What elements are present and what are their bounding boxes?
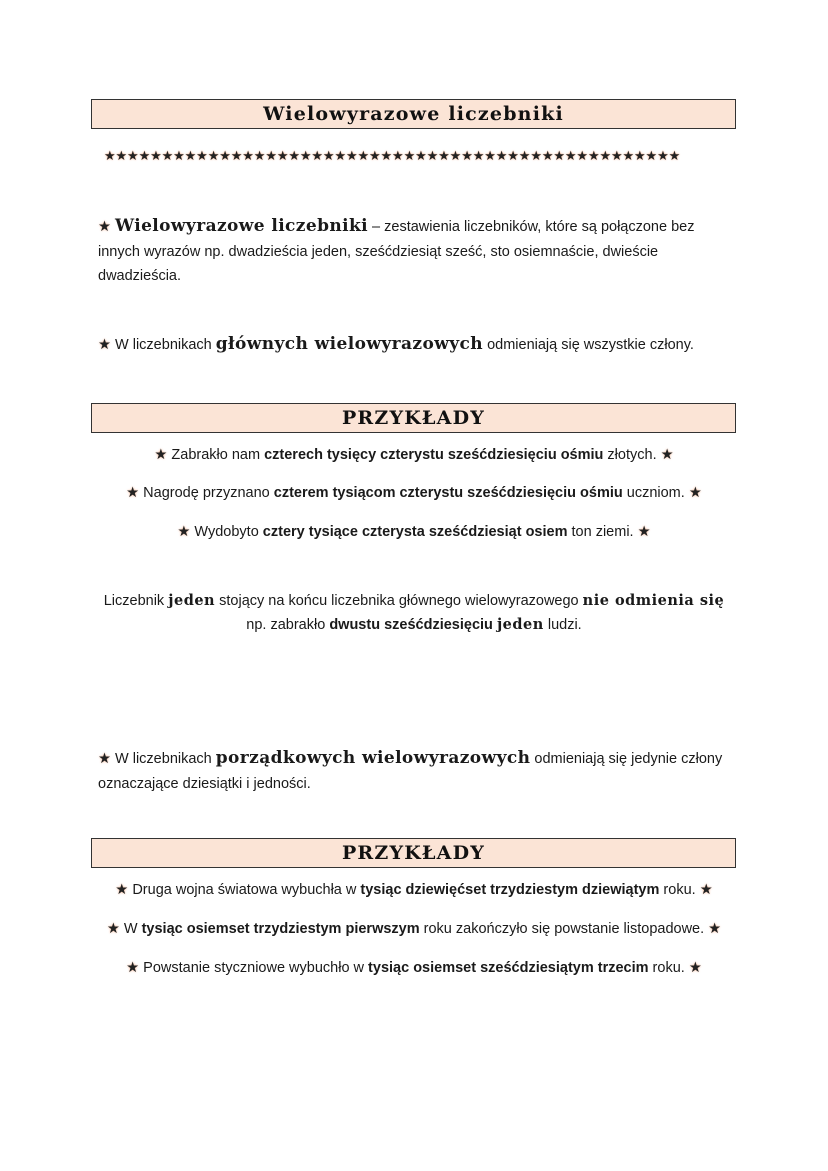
note-emphasis: jeden bbox=[496, 616, 544, 633]
example-1-1 bbox=[60, 444, 768, 466]
ordinal-rule-after: odmieniają się jedynie człony oznaczające dziesiątki i jedności. bbox=[98, 751, 723, 792]
main-rule-before: W liczebnikach bbox=[111, 337, 216, 353]
definition-paragraph bbox=[98, 214, 738, 289]
example-bold: tysiąc osiemset trzydziestym pierwszym bbox=[141, 921, 420, 937]
example-1-3 bbox=[60, 521, 768, 543]
star-icon: ★ bbox=[115, 882, 129, 898]
star-icon: ★ bbox=[660, 447, 674, 463]
main-rule-highlight: głównych wielowyrazowych bbox=[215, 334, 484, 354]
example-text: Zabrakło nam bbox=[167, 447, 265, 463]
note-emphasis: nie odmienia się bbox=[582, 592, 725, 609]
example-text: uczniom. bbox=[622, 485, 689, 501]
star-icon: ★ bbox=[688, 485, 702, 501]
example-text: roku. bbox=[659, 882, 700, 898]
example-text: roku. bbox=[648, 960, 689, 976]
definition-term: Wielowyrazowe liczebniki bbox=[115, 216, 369, 236]
star-icon: ★ bbox=[126, 485, 140, 501]
definition-text: – zestawienia liczebników, które są połączone bez innych wyrazów np. dwadzieścia jeden, sześćdziesiąt sześć, sto osiemnaście, dwieście dwadzieścia. bbox=[98, 219, 695, 284]
example-text: W bbox=[119, 921, 142, 937]
star-icon: ★ bbox=[126, 960, 140, 976]
ordinal-rule-paragraph bbox=[98, 746, 738, 796]
note-bold: dwustu sześćdziesięciu bbox=[329, 617, 493, 633]
page-title: Wielowyrazowe liczebniki bbox=[91, 99, 736, 129]
note-emphasis: jeden bbox=[168, 592, 216, 609]
example-text: roku zakończyło się powstanie listopadowe. bbox=[419, 921, 709, 937]
example-text: Druga wojna światowa wybuchła w bbox=[128, 882, 361, 898]
star-icon: ★ bbox=[106, 921, 120, 937]
example-1-2 bbox=[60, 482, 768, 504]
star-icon: ★ bbox=[177, 524, 191, 540]
example-bold: czterem tysiącom czterystu sześćdziesięciu ośmiu bbox=[273, 485, 623, 501]
star-icon: ★ bbox=[637, 524, 651, 540]
example-text: Wydobyto bbox=[190, 524, 263, 540]
note-text: np. zabrakło bbox=[246, 617, 330, 633]
note-text: ludzi. bbox=[543, 617, 582, 633]
star-icon: ★ bbox=[708, 921, 722, 937]
star-icon: ★ bbox=[98, 751, 111, 767]
example-2-2 bbox=[60, 918, 768, 940]
ordinal-rule-highlight: porządkowych wielowyrazowych bbox=[215, 748, 531, 768]
example-bold: tysiąc dziewięćset trzydziestym dziewiątym bbox=[360, 882, 660, 898]
example-text: Nagrodę przyznano bbox=[139, 485, 274, 501]
main-rule-paragraph bbox=[98, 332, 738, 358]
jeden-note bbox=[100, 589, 728, 637]
examples-heading-1: PRZYKŁADY bbox=[91, 403, 736, 433]
example-bold: tysiąc osiemset sześćdziesiątym trzecim bbox=[368, 960, 649, 976]
star-icon: ★ bbox=[688, 960, 702, 976]
star-divider: ★★★★★★★★★★★★★★★★★★★★★★★★★★★★★★★★★★★★★★★★★★★★★★★★★★ bbox=[104, 148, 681, 163]
star-icon: ★ bbox=[699, 882, 713, 898]
example-text: Powstanie styczniowe wybuchło w bbox=[139, 960, 369, 976]
example-2-1 bbox=[60, 879, 768, 901]
examples-heading-2: PRZYKŁADY bbox=[91, 838, 736, 868]
ordinal-rule-before: W liczebnikach bbox=[111, 751, 216, 767]
star-icon: ★ bbox=[98, 337, 111, 353]
note-text: stojący na końcu liczebnika głównego wielowyrazowego bbox=[215, 593, 583, 609]
example-text: złotych. bbox=[603, 447, 661, 463]
example-text: ton ziemi. bbox=[567, 524, 638, 540]
note-text: Liczebnik bbox=[103, 593, 169, 609]
star-icon: ★ bbox=[154, 447, 168, 463]
example-bold: cztery tysiące czterysta sześćdziesiąt osiem bbox=[262, 524, 568, 540]
example-bold: czterech tysięcy czterystu sześćdziesięciu ośmiu bbox=[264, 447, 604, 463]
main-rule-after: odmieniają się wszystkie człony. bbox=[483, 337, 694, 353]
star-icon: ★ bbox=[98, 219, 111, 235]
example-2-3 bbox=[60, 957, 768, 979]
